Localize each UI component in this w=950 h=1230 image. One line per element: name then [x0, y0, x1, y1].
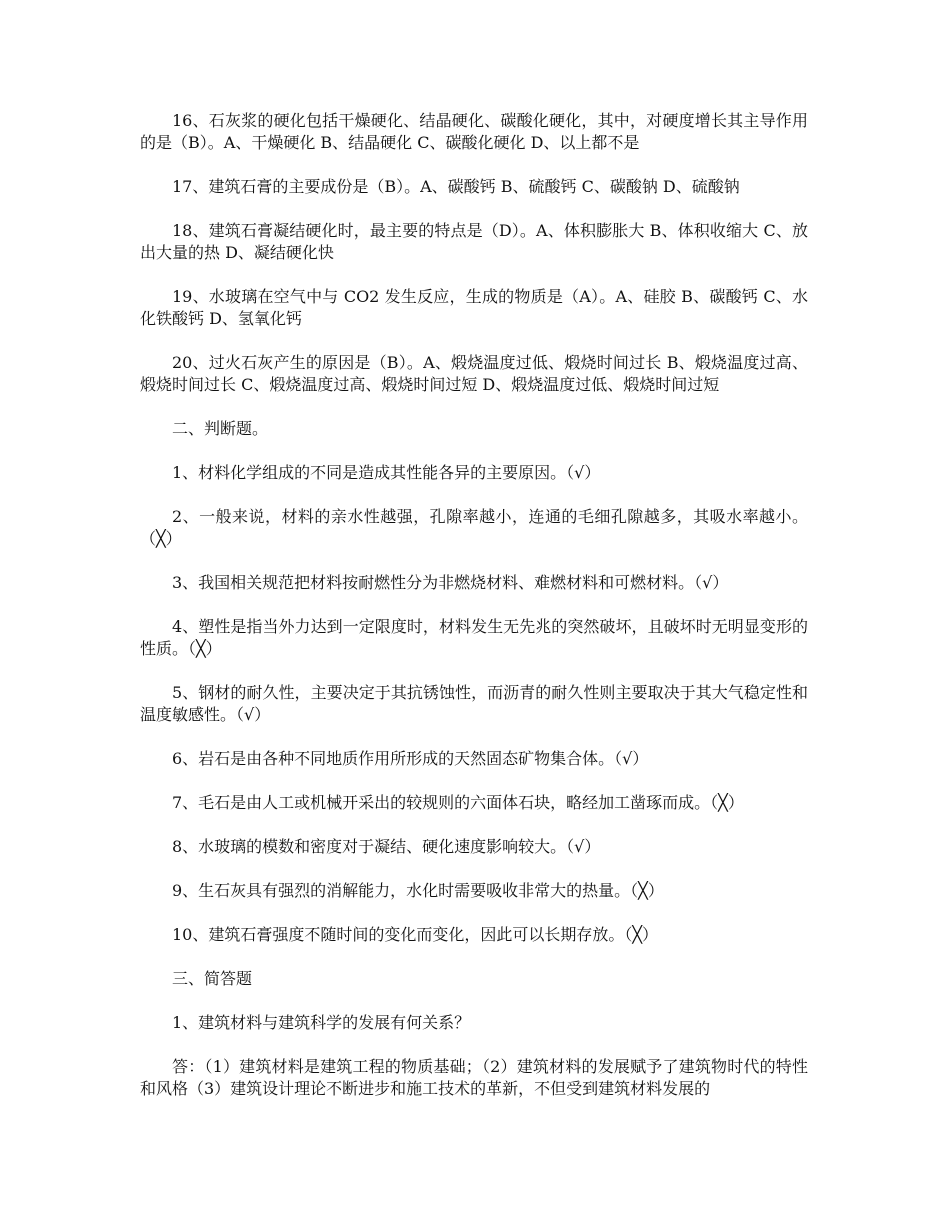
short-answer-answer-1: 答：（1）建筑材料是建筑工程的物质基础；（2）建筑材料的发展赋予了建筑物时代的特性和风格（3）建筑设计理论不断进步和施工技术的革新，不但受到建筑材料发展的	[140, 1057, 808, 1098]
judgment-5: 5、钢材的耐久性，主要决定于其抗锈蚀性，而沥青的耐久性则主要取决于其大气稳定性和温度敏感性。（√）	[140, 683, 808, 724]
question-17: 17、建筑石膏的主要成份是（B）。A、碳酸钙 B、硫酸钙 C、碳酸钠 D、硫酸钠	[172, 177, 740, 196]
judgment-7: 7、毛石是由人工或机械开采出的较规则的六面体石块，略经加工凿琢而成。（╳）	[172, 793, 744, 812]
question-20: 20、过火石灰产生的原因是（B）。A、煅烧温度过低、煅烧时间过长 B、煅烧温度过高、煅烧时间过长 C、煅烧温度过高、煅烧时间过短 D、煅烧温度过低、煅烧时间过短	[140, 353, 808, 394]
judgment-9: 9、生石灰具有强烈的消解能力，水化时需要吸收非常大的热量。（╳）	[172, 881, 664, 900]
judgment-8: 8、水玻璃的模数和密度对于凝结、硬化速度影响较大。（√）	[172, 837, 601, 856]
question-16: 16、石灰浆的硬化包括干燥硬化、结晶硬化、碳酸化硬化，其中，对硬度增长其主导作用的是（B）。A、干燥硬化 B、结晶硬化 C、碳酸化硬化 D、以上都不是	[140, 111, 808, 152]
document-page	[140, 110, 808, 1122]
judgment-6: 6、岩石是由各种不同地质作用所形成的天然固态矿物集合体。（√）	[172, 749, 649, 768]
section-heading-short-answer: 三、简答题	[172, 969, 253, 988]
judgment-3: 3、我国相关规范把材料按耐燃性分为非燃烧材料、难燃材料和可燃材料。（√）	[172, 573, 729, 592]
short-answer-question-1: 1、建筑材料与建筑科学的发展有何关系？	[172, 1013, 471, 1032]
judgment-1: 1、材料化学组成的不同是造成其性能各异的主要原因。（√）	[172, 463, 601, 482]
judgment-4: 4、塑性是指当外力达到一定限度时，材料发生无先兆的突然破坏，且破坏时无明显变形的性质。（╳）	[140, 617, 808, 658]
judgment-10: 10、建筑石膏强度不随时间的变化而变化，因此可以长期存放。（╳）	[172, 925, 658, 944]
question-19: 19、水玻璃在空气中与 CO2 发生反应，生成的物质是（A）。A、硅胶 B、碳酸钙 C、水化铁酸钙 D、氢氧化钙	[140, 287, 808, 328]
section-heading-true-false: 二、判断题。	[172, 419, 269, 438]
judgment-2: 2、一般来说，材料的亲水性越强，孔隙率越小，连通的毛细孔隙越多，其吸水率越小。（╳）	[140, 507, 808, 548]
question-18: 18、建筑石膏凝结硬化时，最主要的特点是（D）。A、体积膨胀大 B、体积收缩大 C、放出大量的热 D、凝结硬化快	[140, 221, 808, 262]
